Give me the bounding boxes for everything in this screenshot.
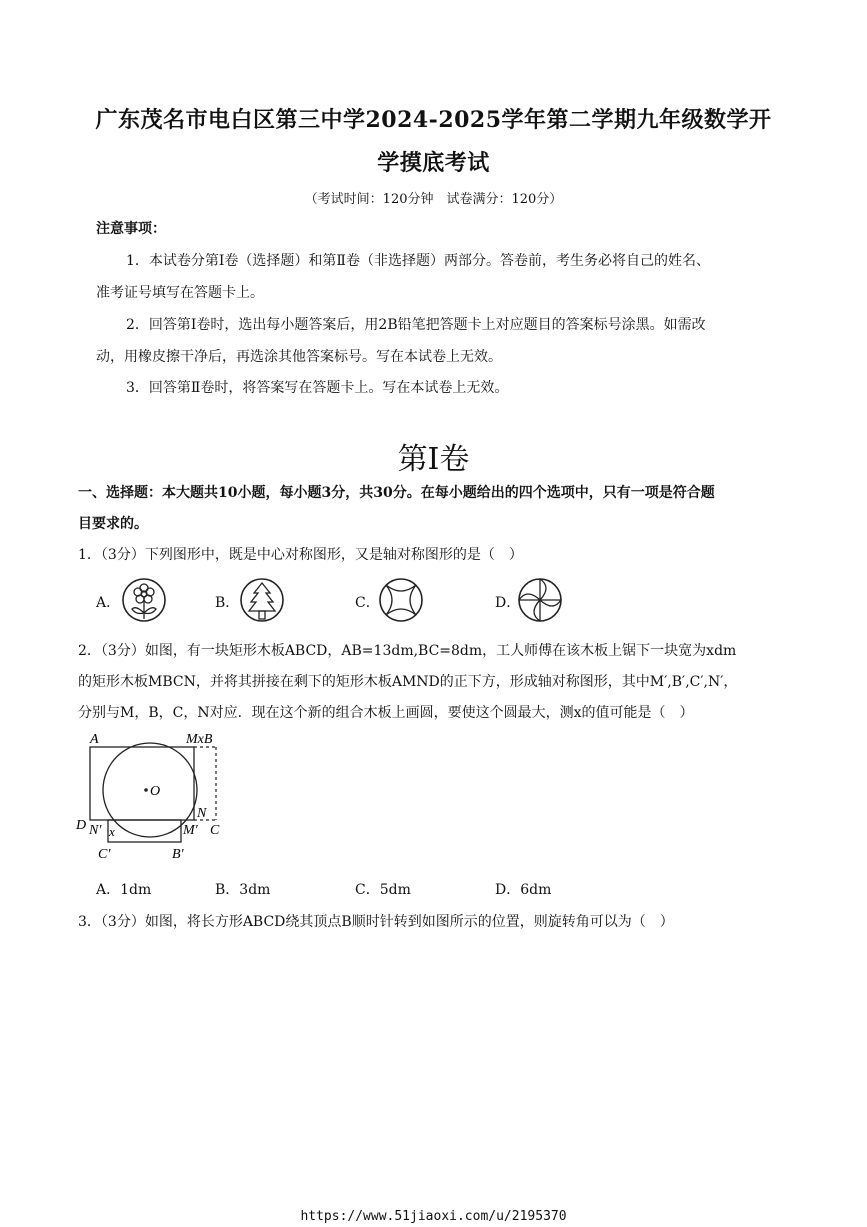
exam-title-line1: 广东茂名市电白区第三中学2024-2025学年第二学期九年级数学开 [95, 107, 772, 133]
exam-info: （考试时间：120分钟 试卷满分：120分） [304, 192, 563, 207]
label-m-prime: M′ [183, 823, 198, 838]
q1-option-b: B． [215, 595, 240, 611]
footer-url[interactable]: https://www.51jiaoxi.com/u/2195370 [300, 1209, 567, 1224]
notice-item-1-line1: 1．本试卷分第Ⅰ卷（选择题）和第Ⅱ卷（非选择题）两部分。答卷前，考生务必将自己的姓名、 [126, 253, 710, 269]
q2-option-a: A．1dm [96, 882, 152, 898]
label-c: C [210, 823, 220, 838]
section1-line2: 目要求的。 [78, 516, 148, 532]
label-d: D [76, 818, 87, 833]
label-n-prime: N′ [89, 823, 102, 838]
section1-line1: 一、选择题：本大题共10小题，每小题3分，共30分。在每小题给出的四个选项中，只有一项是符合题 [78, 485, 715, 501]
circle-cross-emblem-icon [377, 577, 425, 623]
notice-item-1-line2: 准考证号填写在答题卡上。 [96, 285, 264, 301]
q2-option-c: C．5dm [355, 882, 411, 898]
rectangle-mbcn-moved [108, 820, 181, 842]
label-mxb: MxB [186, 732, 213, 747]
notice-item-2-line1: 2．回答第Ⅰ卷时，选出每小题答案后，用2B铅笔把答题卡上对应题目的答案标号涂黑。如需改 [126, 317, 706, 333]
q2-line2: 的矩形木板MBCN，并将其拼接在剩下的矩形木板AMND的正下方，形成轴对称图形，其中M′,B′,C′,N′， [78, 674, 738, 690]
q1-option-c: C． [355, 595, 380, 611]
q1-option-a: A． [96, 595, 121, 611]
tree-emblem-icon [238, 577, 286, 623]
notice-heading: 注意事项： [96, 221, 166, 237]
q2-option-d: D．6dm [495, 882, 552, 898]
q3-stem: 3．（3分）如图，将长方形ABCD绕其顶点B顺时针转到如图所示的位置，则旋转角可以为（ ） [78, 914, 674, 930]
rectangle-amnd [90, 747, 194, 820]
notice-item-3: 3．回答第Ⅱ卷时，将答案写在答题卡上。写在本试卷上无效。 [126, 380, 509, 396]
exam-title-line2: 学摸底考试 [377, 150, 490, 176]
volume-title: 第Ⅰ卷 [397, 442, 470, 477]
q2-line3: 分别与M，B，C，N对应．现在这个新的组合木板上画圆，要使这个圆最大，测x的值可能是（ ） [78, 705, 694, 721]
q2-option-b: B．3dm [215, 882, 271, 898]
swirl-emblem-icon [516, 577, 564, 623]
q2-line1: 2．（3分）如图，有一块矩形木板ABCD，AB=13dm,BC=8dm，工人师傅在该木板上锯下一块宽为xdm [78, 643, 737, 659]
label-b-prime: B′ [172, 847, 184, 862]
notice-item-2-line2: 动，用橡皮擦干净后，再选涂其他答案标号。写在本试卷上无效。 [96, 349, 502, 365]
label-c-prime: C′ [98, 847, 111, 862]
label-n: N [197, 806, 207, 821]
q2-figure [72, 730, 237, 865]
label-x: x [109, 824, 115, 839]
q1-option-d: D． [495, 595, 521, 611]
q1-stem: 1．（3分）下列图形中，既是中心对称图形，又是轴对称图形的是（ ） [78, 547, 523, 563]
label-a: A [90, 732, 99, 747]
label-o: O [150, 784, 161, 799]
flower-emblem-icon [120, 577, 168, 623]
